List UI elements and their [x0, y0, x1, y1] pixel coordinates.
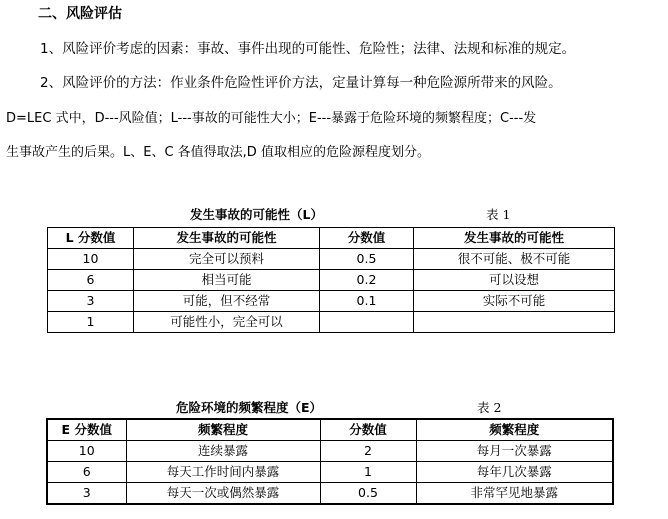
table-cell: 1: [48, 312, 134, 333]
table-cell: [320, 312, 414, 333]
table-cell: 2: [320, 441, 416, 462]
table-cell: 每天一次或偶然暴露: [126, 483, 320, 505]
table-cell: 很不可能、极不可能: [414, 249, 615, 270]
table-cell: 可以设想: [414, 270, 615, 291]
section-heading: 二、风险评估: [38, 6, 122, 22]
table-cell: 0.1: [320, 291, 414, 312]
table-cell: 6: [48, 270, 134, 291]
table-row: [47, 441, 613, 462]
table-cell: 每年几次暴露: [416, 462, 613, 483]
table-row: [47, 462, 613, 483]
table-header-row: [47, 419, 613, 441]
table-cell: 6: [47, 462, 126, 483]
header-cell: 发生事故的可能性: [134, 228, 320, 249]
header-cell: 发生事故的可能性: [414, 228, 615, 249]
table-cell: 0.5: [320, 249, 414, 270]
table1-number: 表 1: [486, 207, 511, 222]
paragraph-formula-cont: 生事故产生的后果。L、E、C 各值得取法,D 值取相应的危险源程度划分。: [6, 145, 430, 160]
table-cell: 实际不可能: [414, 291, 615, 312]
paragraph-factors: 1、风险评价考虑的因素：事故、事件出现的可能性、危险性；法律、法规和标准的规定。: [40, 41, 576, 57]
likelihood-table: [47, 227, 615, 333]
header-cell: E 分数值: [47, 419, 126, 441]
header-cell: 分数值: [320, 228, 414, 249]
table-row: [48, 249, 615, 270]
table-cell: 10: [47, 441, 126, 462]
paragraph-formula: D=LEC 式中，D---风险值；L---事故的可能性大小；E---暴露于危险环境的频繁程度；C---发: [6, 111, 537, 126]
header-cell: 分数值: [320, 419, 416, 441]
table-cell: 1: [320, 462, 416, 483]
table-cell: 可能，但不经常: [134, 291, 320, 312]
table1-caption: 发生事故的可能性（L）: [190, 207, 323, 222]
table-cell: [414, 312, 615, 333]
header-cell: L 分数值: [48, 228, 134, 249]
table-cell: 可能性小，完全可以: [134, 312, 320, 333]
table2-number: 表 2: [477, 400, 502, 415]
table-row: [48, 312, 615, 333]
paragraph-method: 2、风险评价的方法：作业条件危险性评价方法，定量计算每一种危险源所带来的风险。: [40, 75, 562, 91]
table-cell: 3: [48, 291, 134, 312]
table-cell: 完全可以预料: [134, 249, 320, 270]
table-cell: 每月一次暴露: [416, 441, 613, 462]
table-row: [48, 291, 615, 312]
table-cell: 每天工作时间内暴露: [126, 462, 320, 483]
table-cell: 10: [48, 249, 134, 270]
table-header-row: [48, 228, 615, 249]
table-cell: 3: [47, 483, 126, 505]
table-cell: 非常罕见地暴露: [416, 483, 613, 505]
table-cell: 0.2: [320, 270, 414, 291]
header-cell: 频繁程度: [126, 419, 320, 441]
table2-caption: 危险环境的频繁程度（E）: [176, 400, 323, 415]
table-cell: 0.5: [320, 483, 416, 505]
table-row: [47, 483, 613, 505]
table-row: [48, 270, 615, 291]
header-cell: 频繁程度: [416, 419, 613, 441]
exposure-frequency-table: [46, 418, 614, 505]
table-cell: 连续暴露: [126, 441, 320, 462]
table-cell: 相当可能: [134, 270, 320, 291]
